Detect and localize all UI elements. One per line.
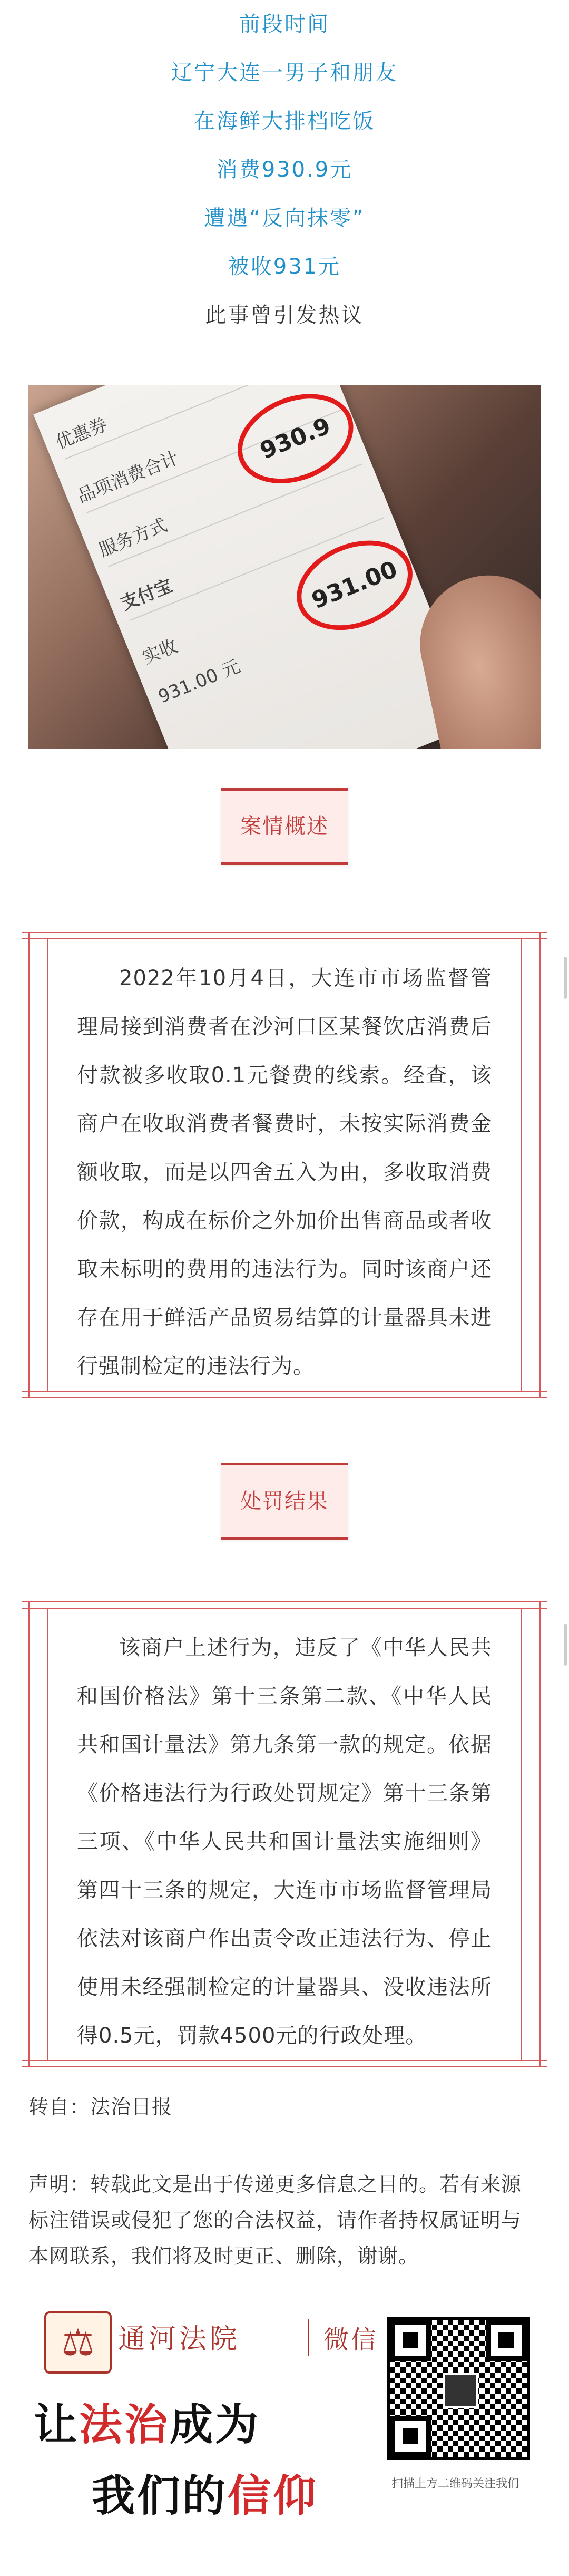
logo-divider: [308, 2319, 309, 2356]
receipt: [33, 385, 476, 749]
receipt-total: 931.00 元: [155, 655, 243, 708]
logo-sub: 微信: [323, 2325, 379, 2355]
slogan-part: 法治: [79, 2400, 170, 2450]
slogan-part: 我们的: [92, 2471, 228, 2521]
slogan-part: 让: [34, 2400, 80, 2450]
receipt-label: 优惠券: [52, 414, 111, 454]
circled-amount-text: 931.00: [308, 556, 401, 615]
intro-lines: [0, 0, 569, 339]
section-title-text: 处罚结果: [240, 1489, 329, 1513]
receipt-label: 实收: [139, 635, 181, 669]
intro-line: 消费930.9元: [216, 158, 353, 182]
intro-line: 在海鲜大排档吃饭: [194, 109, 375, 133]
court-seal-icon: ⚖: [44, 2311, 112, 2374]
slogan-part: 信仰: [228, 2471, 319, 2521]
intro-line: 此事曾引发热议: [205, 303, 364, 327]
case-summary-text: 2022年10月4日，大连市市场监督管理局接到消费者在沙河口区某餐饮店消费后付款被多收取0.1元餐费的线索。经查，该商户在收取消费者餐费时，未按实际消费金额收取，而是以四舍五入为由，多收取消费价款，构成在标价之外加价出售商品或者收取未标明的费用的违法行为。同时该商户还存在用于鲜活产品贸易结算的计量器具未进行强制检定的违法行为。: [77, 966, 492, 1378]
receipt-label: 支付宝: [117, 575, 176, 615]
scrollbar-thumb[interactable]: [564, 1624, 567, 1666]
section-title-text: 案情概述: [240, 814, 329, 839]
penalty-result-text: 该商户上述行为，违反了《中华人民共和国价格法》第十三条第二款、《中华人民共和国计量法》第九条第一款的规定。依据《价格违法行为行政处罚规定》第十三条第三项、《中华人民共和国计量法实施细则》第四十三条的规定，大连市市场监督管理局依法对该商户作出责令改正违法行为、停止使用未经强制检定的计量器具、没收违法所得0.5元，罚款4500元的行政处理。: [77, 1636, 492, 2048]
penalty-result-frame: [28, 1602, 541, 2066]
slogan-part: 成为: [170, 2400, 261, 2450]
source-line: 转自：法治日报: [28, 2095, 173, 2118]
scrollbar-thumb[interactable]: [564, 957, 567, 999]
circled-amount-text: 930.9: [256, 412, 335, 465]
qr-caption: 扫描上方二维码关注我们: [391, 2477, 519, 2491]
intro-line: 辽宁大连一男子和朋友: [171, 61, 398, 85]
intro-line: 被收931元: [228, 255, 341, 279]
intro-line: 遭遇“反向抹零”: [204, 206, 365, 230]
section-title-penalty-result: [221, 1463, 348, 1540]
slogan-line-2: [92, 2462, 318, 2523]
receipt-label: 品项消费合计: [74, 447, 182, 508]
slogan-line-1: [34, 2390, 260, 2452]
intro-line: 前段时间: [239, 12, 330, 36]
case-summary-frame: [28, 933, 541, 1397]
section-title-case-summary: [221, 788, 348, 865]
footer-banner: [28, 2290, 541, 2538]
logo-name: 通河法院: [118, 2324, 241, 2355]
receipt-photo: [28, 385, 541, 749]
receipt-label: 服务方式: [96, 514, 171, 561]
qr-code[interactable]: [387, 2317, 530, 2460]
disclaimer: 声明：转载此文是出于传递更多信息之目的。若有来源标注错误或侵犯了您的合法权益，请作者持权属证明与本网联系，我们将及时更正、删除，谢谢。: [28, 2173, 522, 2268]
